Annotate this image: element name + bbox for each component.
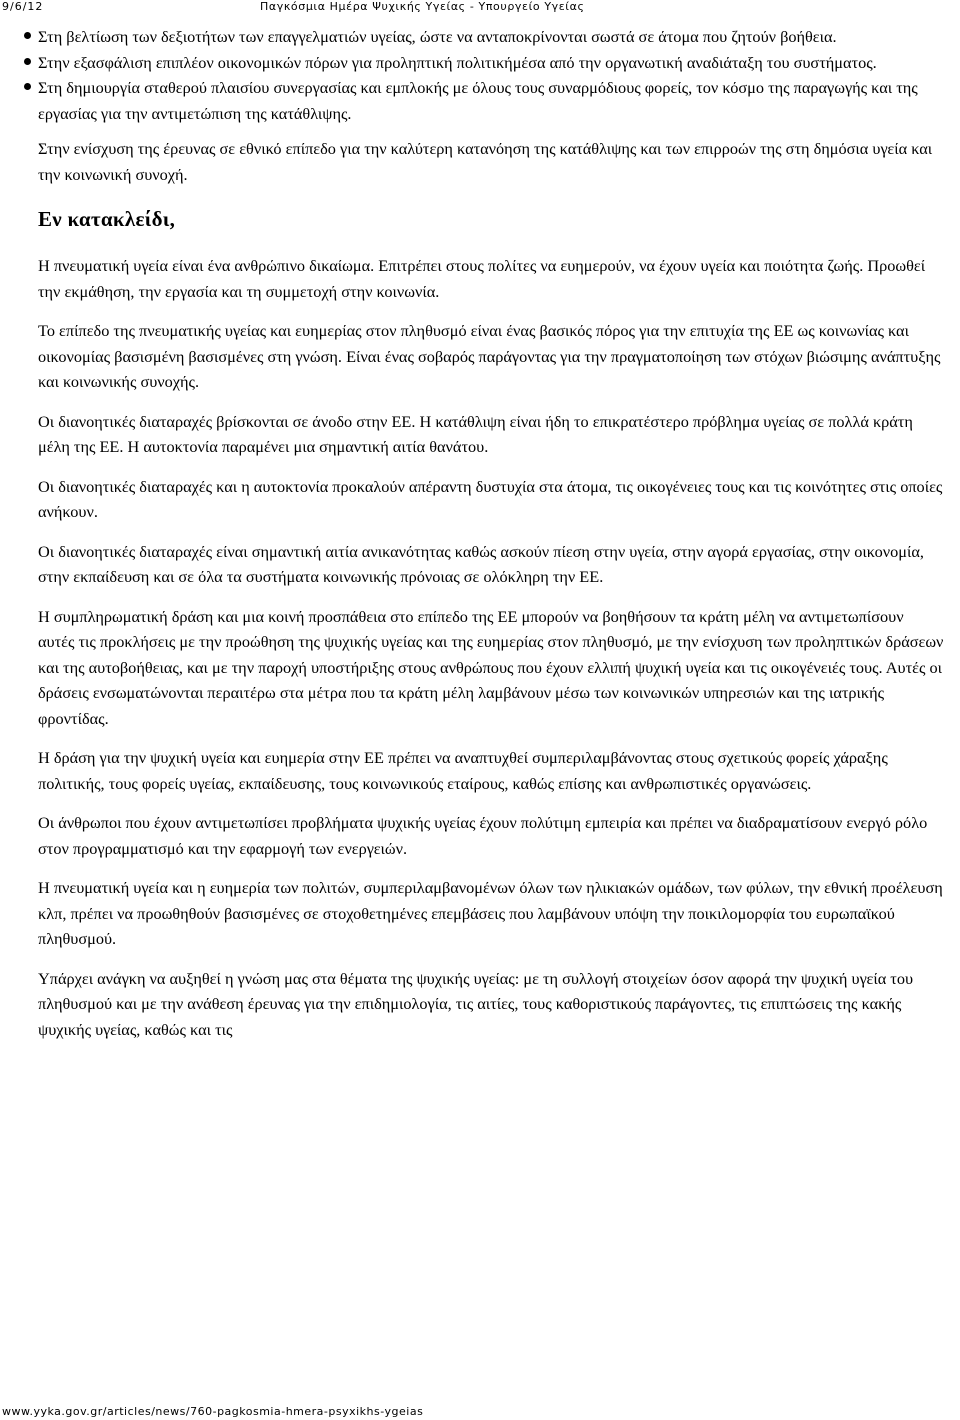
paragraph: Η πνευματική υγεία και η ευημερία των πολιτών, συμπεριλαμβανομένων όλων των ηλικιακών ομάδων, των φύλων, την εθνική προέλευση κλπ, πρέπει να προωθηθούν βασισμένες σε στοχοθετημένες επεμβάσεις που λαμβάνουν υπόψη την ποικιλομορφία του ευρωπαϊκού πληθυσμού. <box>38 878 943 948</box>
list-item <box>38 24 944 50</box>
print-footer <box>2 1405 423 1419</box>
paragraph: Υπάρχει ανάγκη να αυξηθεί η γνώση μας στα θέματα της ψυχικής υγείας: με τη συλλογή στοιχείων όσον αφορά την ψυχική υγεία του πληθυσμού και με την ανάθεση έρευνας για την επιδημιολογία, τις αιτίες, τους καθοριστικούς παράγοντες, τις επιπτώσεις της κακής ψυχικής υγείας, καθώς και τις <box>38 968 914 1039</box>
print-page-title: Παγκόσμια Ημέρα Ψυχικής Υγείας - Υπουργείο Υγείας <box>260 0 585 13</box>
paragraph: Οι διανοητικές διαταραχές βρίσκονται σε άνοδο στην ΕΕ. Η κατάθλιψη είναι ήδη το επικρατέστερο πρόβλημα υγείας σε πολλά κράτη μέλη της ΕΕ. Η αυτοκτονία παραμένει μια σημαντική αιτία θανάτου. <box>38 411 913 456</box>
paragraph: Οι διανοητικές διαταραχές είναι σημαντική αιτία ανικανότητας καθώς ασκούν πίεση στην υγεία, στην αγορά εργασίας, στην οικονομία, στην εκπαίδευση και σε όλα τα συστήματα κοινωνικής πρόνοιας σε ολόκληρη την ΕΕ. <box>38 541 924 586</box>
footer-url: www.yyka.gov.gr/articles/news/760-pagkosmia-hmera-psyxikhs-ygeias <box>2 1405 424 1418</box>
list-item-text: Στην εξασφάλιση επιπλέον οικονομικών πόρων για προληπτική πολιτικήμέσα από την οργανωτική αναδιάταξη του συστήματος. <box>38 52 877 72</box>
print-date: 9/6/12 <box>2 0 44 13</box>
bullet-list <box>38 24 944 126</box>
paragraph: Η πνευματική υγεία είναι ένα ανθρώπινο δικαίωμα. Επιτρέπει στους πολίτες να ευημερούν, να έχουν υγεία και ποιότητα ζωής. Προωθεί την εκμάθηση, την εργασία και τη συμμετοχή στην κοινωνία. <box>38 256 926 301</box>
list-item <box>38 50 944 76</box>
paragraph: Η συμπληρωματική δράση και μια κοινή προσπάθεια στο επίπεδο της ΕΕ μπορούν να βοηθήσουν τα κράτη μέλη να αντιμετωπίσουν αυτές τις προκλήσεις με την προώθηση της ψυχικής υγείας και της ευημερίας στον πληθυσμό, με την ενίσχυση των προληπτικών δράσεων και της αυτοβοήθειας, και με την παροχή υποστήριξης στους ανθρώπους που έχουν ελλιπή ψυχική υγεία και τις οικογένειές τους. Αυτές οι δράσεις ενσωματώνονται περαιτέρω στα μέτρα που τα κράτη μέλη λαμβάνουν μέσω των κοινωνικών υπηρεσιών και της ιατρικής φροντίδας. <box>38 606 944 728</box>
section-heading: Εν κατακλείδι, <box>38 207 176 231</box>
intro-paragraph: Στην ενίσχυση της έρευνας σε εθνικό επίπεδο για την καλύτερη κατανόηση της κατάθλιψης και των επιρροών της στη δημόσια υγεία και την κοινωνική συνοχή. <box>38 139 933 184</box>
paragraph: Η δράση για την ψυχική υγεία και ευημερία στην ΕΕ πρέπει να αναπτυχθεί συμπεριλαμβάνοντας στους σχετικούς φορείς χάραξης πολιτικής, τους φορείς υγείας, εκπαίδευσης, τους κοινωνικούς εταίρους, καθώς επίσης και ανθρωπιστικές οργανώσεις. <box>38 748 888 793</box>
list-item-text: Στη βελτίωση των δεξιοτήτων των επαγγελματιών υγείας, ώστε να ανταποκρίνονται σωστά σε άτομα που ζητούν βοήθεια. <box>38 27 837 46</box>
bullet-icon <box>24 58 31 65</box>
bullet-icon <box>24 32 31 39</box>
paragraph: Οι διανοητικές διαταραχές και η αυτοκτονία προκαλούν απέραντη δυστυχία στα άτομα, τις οικογένειες τους και τις κοινότητες στις οποίες ανήκουν. <box>38 476 943 521</box>
bullet-icon <box>24 83 31 90</box>
paragraph: Το επίπεδο της πνευματικής υγείας και ευημερίας στον πληθυσμό είναι ένας βασικός πόρος για την επιτυχία της ΕΕ ως κοινωνίας και οικονομίας βασισμένη βασισμένες στη γνώση. Είναι ένας σοβαρός παράγοντας για την πραγματοποίηση των στόχων βιώσιμης ανάπτυξης και κοινωνικής συνοχής. <box>38 321 941 391</box>
list-item-text: Στη δημιουργία σταθερού πλαισίου συνεργασίας και εμπλοκής με όλους τους συναρμόδιους φορείς, τον κόσμο της παραγωγής και της εργασίας για την αντιμετώπιση της κατάθλιψης. <box>38 78 918 123</box>
article-content <box>38 24 944 1056</box>
print-header <box>0 0 960 14</box>
paragraph: Οι άνθρωποι που έχουν αντιμετωπίσει προβλήματα ψυχικής υγείας έχουν πολύτιμη εμπειρία και πρέπει να διαδραματίσουν ενεργό ρόλο στον προγραμματισμό και την εφαρμογή των ενεργειών. <box>38 813 928 858</box>
list-item <box>38 75 944 126</box>
